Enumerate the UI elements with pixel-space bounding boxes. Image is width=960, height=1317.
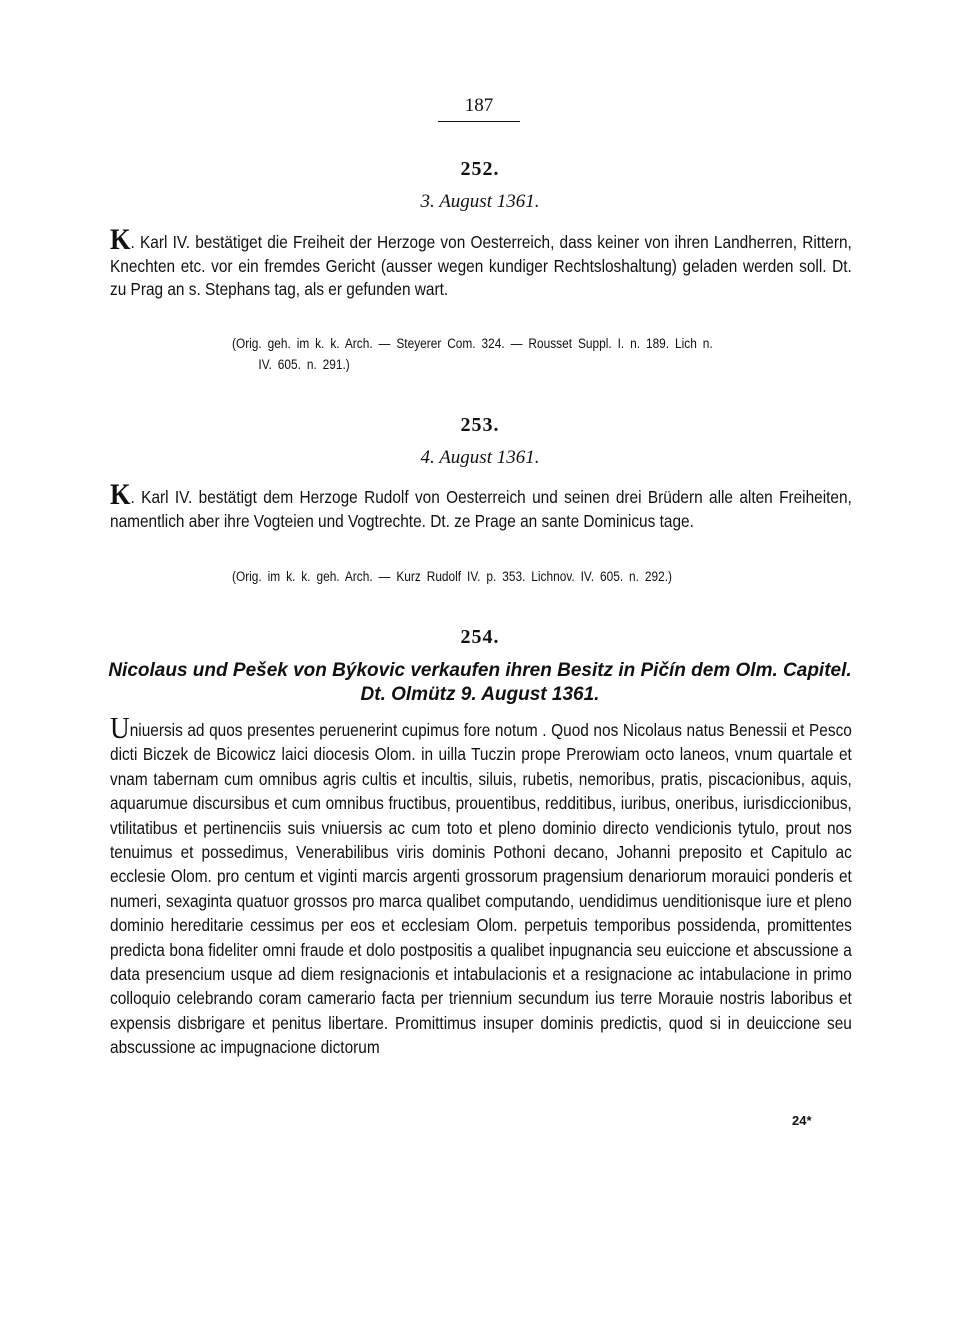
entry-text-254 bbox=[110, 710, 852, 1060]
entry-body-252: . Karl IV. bestätiget die Freiheit der Herzoge von Oesterreich, dass keiner von ihren Landherren, Rittern, Knechten etc. vor ein fremdes Gericht (ausser wegen kundiger Rechtsloshaltung) geladen werden soll. Dt. zu Prag an s. Stephans tag, als er gefunden wart. bbox=[110, 232, 852, 299]
entry-title-254: Nicolaus und Pešek von Býkovic verkaufen ihren Besitz in Pičín dem Olm. Capitel. bbox=[108, 660, 852, 681]
entry-number-253: 253. bbox=[460, 414, 500, 436]
entry-number-252: 252. bbox=[460, 158, 500, 180]
entry-body-254: niuersis ad quos presentes peruenerint cupimus fore notum . Quod nos Nicolaus natus Benessii et Pesco dicti Biczek de Bicowicz laici diocesis Olom. in uilla Tuczin prope Prerowiam octo laneos, vnum quartale et vnam tabernam cum omnibus agris cultis et incultis, siluis, rubetis, nemoribus, pratis, piscacionibus, aquis, aquarumue discursibus et cum omnibus fructibus, prouentibus, redditibus, iuribus, oneribus, iurisdiccionibus, vtilitatibus et pertinenciis suis vniuersis ac cum toto et pleno dominio directo vendicionis tytulo, prout nos tenuimus et possedimus, Venerabilibus viris dominis Pothoni decano, Johanni preposito et Capitulo ac ecclesie Olom. pro centum et viginti marcis argenti grossorum pragensium denariorum morauici ponderis et numeri, sexaginta quatuor grossos pro marca qualibet computando, uendidimus uenditionisque iure et pleno dominio hereditarie cessimus per eos et ecclesiam Olom. perpetuis temporibus possidenda, promittentes predicta bona fideliter omni fraude et dolo postpositis a qualibet inpugnancia seu euiccione et abscussione a data presencium usque ad diem resignacionis et intabulacionis et a resignacione ac intabulacione in primo colloquio celebrando coram camerario facta per triennium secundum ius terre Morauie nostris laboribus et expensis disbrigare et penitus libertare. Promittimus insuper dominis predictis, quod si in deuiccione seu abscussione ac impugnacione dictorum bbox=[110, 720, 852, 1058]
entry-date-253: 4. August 1361. bbox=[420, 447, 540, 468]
entry-date-252: 3. August 1361. bbox=[420, 191, 540, 212]
page-number-rule bbox=[438, 121, 520, 122]
entry-text-252 bbox=[110, 223, 852, 302]
lead-letter-252: K bbox=[110, 223, 131, 256]
entry-body-253: . Karl IV. bestätigt dem Herzoge Rudolf von Oesterreich und seinen drei Brüdern alle alten Freiheiten, namentlich aber ihre Vogteien und Vogtrechte. Dt. ze Prage an sante Dominicus tage. bbox=[110, 487, 852, 531]
source-line-253-1: (Orig. im k. k. geh. Arch. — Kurz Rudolf IV. p. 353. Lichnov. IV. 605. n. 292.) bbox=[232, 569, 672, 584]
source-line-252-2: IV. 605. n. 291.) bbox=[258, 357, 350, 372]
entry-number-254: 254. bbox=[460, 626, 500, 648]
source-note-252 bbox=[232, 333, 848, 375]
signature-mark: 24* bbox=[792, 1113, 812, 1128]
page-number: 187 bbox=[464, 95, 494, 116]
entry-text-253 bbox=[110, 478, 852, 533]
entry-date-254: Dt. Olmütz 9. August 1361. bbox=[360, 684, 600, 705]
lead-letter-253: K bbox=[110, 478, 131, 511]
source-note-253 bbox=[232, 566, 848, 587]
source-line-252-1: (Orig. geh. im k. k. Arch. — Steyerer Com. 324. — Rousset Suppl. I. n. 189. Lich n. bbox=[232, 336, 713, 351]
lead-letter-254: U bbox=[110, 710, 130, 745]
